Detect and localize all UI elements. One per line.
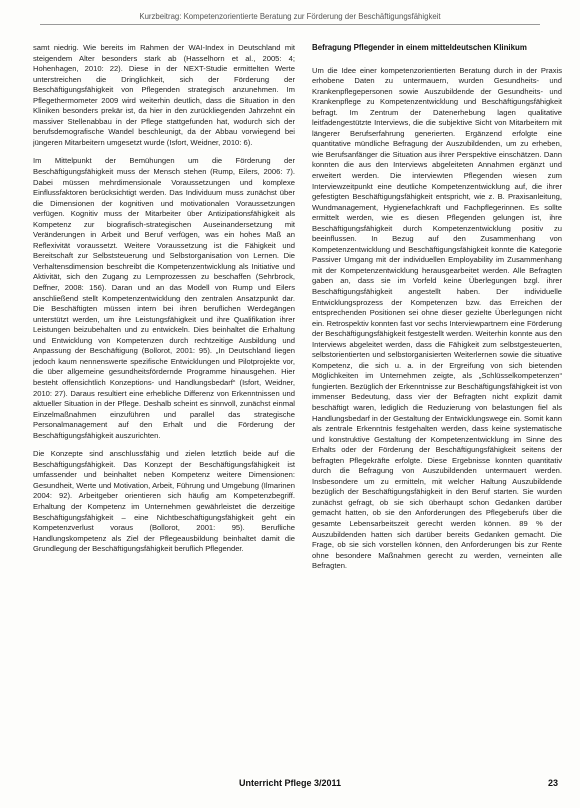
- page-footer: [0, 778, 580, 790]
- running-head: Kurzbeitrag: Kompetenzorientierte Beratung zur Förderung der Beschäftigungsfähigkeit: [40, 12, 540, 25]
- journal-name: Unterricht Pflege 3/2011: [238, 778, 342, 788]
- body-paragraph: Die Konzepte sind anschlussfähig und zielen letztlich beide auf die Beschäftigungsfähigkeit. Das Konzept der Beschäftigungsfähigkeit ist umfassender und beinhaltet neben Kompetenz weitere Dimensionen: Gesundheit, Werte und Motivation, Arbeit, Führung und Umgebung (Ilmarinen 2004: 92). Arbeitgeber orientieren sich häufig am Kompetenzbegriff. Erhaltung der Kompetenz im Unternehmen gewährleistet die derzeitige Beschäftigungsfähigkeit – eine Nichtbeschäftigungsfähigkeit geht ein Kompetenzverlust voraus (Bollorot, 2001: 95). Berufliche Handlungskompetenz als Ziel der Pflegeausbildung beinhaltet damit die Grundlegung der Beschäftigungsfähigkeit beruflich Pflegender.: [33, 449, 295, 554]
- right-column: [312, 43, 562, 753]
- body-paragraph: Um die Idee einer kompetenzorientierten Beratung durch in der Praxis erhobene Daten zu untermauern, wurden Gesundheits- und Krankenpflegepersonen sowie Auszubildende der Gesundheits- und Krankenpflege zu Kompetenzentwicklung und Beschäftigungsfähigkeit befragt. Im Zentrum der Datenerhebung lagen qualitative leitfadengestützte Interviews, die die subjektive Sicht von Mitarbeitern mit längerer Berufserfahrung generierten. Ergänzend erfolgte eine quantitative mündliche Befragung der Auszubildenden, um zu erheben, wie Berufsanfänger die Situation aus ihrer Perspektive einschätzen. Dann konnten die aus den Interviews abgeleiteten Annahmen ergänzt und erweitert werden. Die interviewten Pflegenden wiesen zum Interviewzeitpunkt eine deutliche Kompetenzentwicklung auf, die ihrer gefestigten Beschäftigungsfähigkeit entspricht, wie z. B. Praxisanleitung, Wundmanagement, Hygienefachkraft und Fachpflegerinnen. Es sollte ermittelt werden, wie es diesen Pflegenden gelungen ist, ihre Beschäftigungsfähigkeit durch Kompetenzentwicklung positiv zu beeinflussen. In Bezug auf den Zusammenhang von Kompetenzentwicklung und Beschäftigungsfähigkeit konnte die Kategorie Passiver Umgang mit der individuellen Employability im Zusammenhang mit der Kompetenzentwicklung herausgearbeitet werden. Alle Befragten gaben an, dass sie im Vorfeld keine Überlegungen bzgl. ihrer Beschäftigungsfähigkeit angestellt haben. Der individuelle Entwicklungsprozess der Kompetenzen bzw. das Erreichen der entsprechenden Positionen sei ohne dieser gezielte Überlegungen nicht ein. Retrospektiv konnten fast vor sechs Interviewpartnern eine Förderung der Beschäftigungsfähigkeit festgestellt werden. Weiterhin konnte aus den Interviews abgeleitet werden, dass die Fähigkeit zum selbstgesteuerten, selbstorientierten und selbstorganisierten Weiterlernen sowie die situative Kompetenz, die sich u. a. in der Ergreifung von sich bietenden Möglichkeiten im Unternehmen zeigte, als „Schlüsselkompetenzen“ fungierten. Bezüglich der Erkenntnisse zur Beschäftigungsfähigkeit ist von immenser Bedeutung, dass vier der Befragten nicht explizit damit beschäftigt waren, lediglich die Reduzierung von belastungen fiel als Handlungsbedarf in der Gestaltung der Entwicklungswege ein. Somit kann als zentrale Erkenntnis festgehalten werden, dass keine systematische und konstruktive Gestaltung der Kompetenzentwicklung im Sinne des Erhalts oder der Förderung der Beschäftigungsfähigkeit seitens der befragten Pflegekräfte erfolgte. Diese Ergebnisse konnten quantitativ durch die Befragung von Auszubildenden untermauert werden. Insbesondere um zu ermitteln, mit welcher Haltung Auszubildende bezüglich der Beschäftigungsfähigkeit in den Beruf starten. Sie wurden zunächst gefragt, ob sie sich überhaupt schon Gedanken darüber gemacht hatten, ob sie den Anforderungen des Pflegeberufs über die gesamte Lebensarbeitszeit gerecht werden können. 89 % der Auszubildenden hatten sich darüber bereits Gedanken gemacht. Die Frage, ob sie sich vorstellen können, den Anforderungen bis zur Rente ohne besondere Maßnahmen gerecht zu werden, verneinten alle Befragten.: [312, 65, 562, 571]
- body-paragraph: Im Mittelpunkt der Bemühungen um die Förderung der Beschäftigungsfähigkeit muss der Mensch stehen (Rump, Eilers, 2006: 7). Dabei müssen mehrdimensionale Voraussetzungen und komplexe Einflussfaktoren berücksichtigt werden. Das Individuum muss zunächst über die Dimensionen der kognitiven und motivationalen Voraussetzungen verfügen. Kognitiv muss der Mitarbeiter über Antizipationsfähigkeit als Kompetenz zur biografisch-strategischen Auseinandersetzung mit Veränderungen in Arbeit und Beruf verfügen, was ein hohes Maß an Reflexivität voraussetzt. Weitere Voraussetzung ist die Fähigkeit und Bereitschaft zur Selbststeuerung und Selbstorganisation von Lernen. Die Verhaltensdimension beschreibt die Kompetenzentwicklung als Initiative und Aktivität, sich den Zugang zu Lernprozessen zu beschaffen (Sehrbrock, Deffner, 2008: 156). Daran und an das Modell von Rump und Eilers anschließend stellt Kompetenzentwicklung den zentralen Ansatzpunkt dar. Die Beschäftigten müssen intern bei ihren beruflichen Werdegängen unterstützt werden, um ihre Leistungsfähigkeit und ihre Qualifikation ihrer Leistungen beizubehalten und zu entwickeln. Dies beinhaltet die Erhaltung und Entwicklung von Kompetenzen durch rechtzeitige Ausbildung und Anpassung der Beschäftigung (Bollorot, 2001: 95). „In Deutschland liegen jedoch kaum nennenswerte spezifische Entwicklungen und Pilotprojekte vor, die über allgemeine gesundheitsfördernde Programme hinausgehen. Hier besteht offensichtlich Konzeptions- und Handlungsbedarf“ (Isfort, Weidner, 2010: 27). Daraus resultiert eine erhebliche Differenz von Erkenntnissen und aktueller Situation in der Pflege. Deshalb scheint es sinnvoll, zunächst einmal Einzelmaßnahmen einzuführen und parallel das strategische Personalmanagement auf den Erhalt und die Förderung der Beschäftigungsfähigkeit auszurichten.: [33, 156, 295, 440]
- left-column: [33, 43, 295, 753]
- section-title: Befragung Pflegender in einem mitteldeutschen Klinikum: [312, 43, 527, 52]
- body-paragraph: samt niedrig. Wie bereits im Rahmen der WAI-Index in Deutschland mit steigendem Alter besonders stark ab (Hasselhorn et al., 2005: 4; Hohenhagen, 2010: 22). Diese in der NEXT-Studie ermittelten Werte unterstreichen die Dringlichkeit, sich der Förderung der Beschäftigungsfähigkeit von Pflegenden strategisch anzunehmen. Im Pflegethermometer 2009 wird weiterhin deutlich, dass die Situation in den Kliniken besonders prekär ist, da hier in den zurückliegenden Jahrzehnt ein massiver Stellenabbau in der Pflege stattgefunden hat, wodurch sich der berufsdemografische Wandel beschleunigt, da der Abbau vorwiegend bei jüngeren Mitarbeitern umgesetzt wurde (Isfort, Weidner, 2010: 6).: [33, 43, 295, 147]
- page-number: 23: [547, 778, 558, 788]
